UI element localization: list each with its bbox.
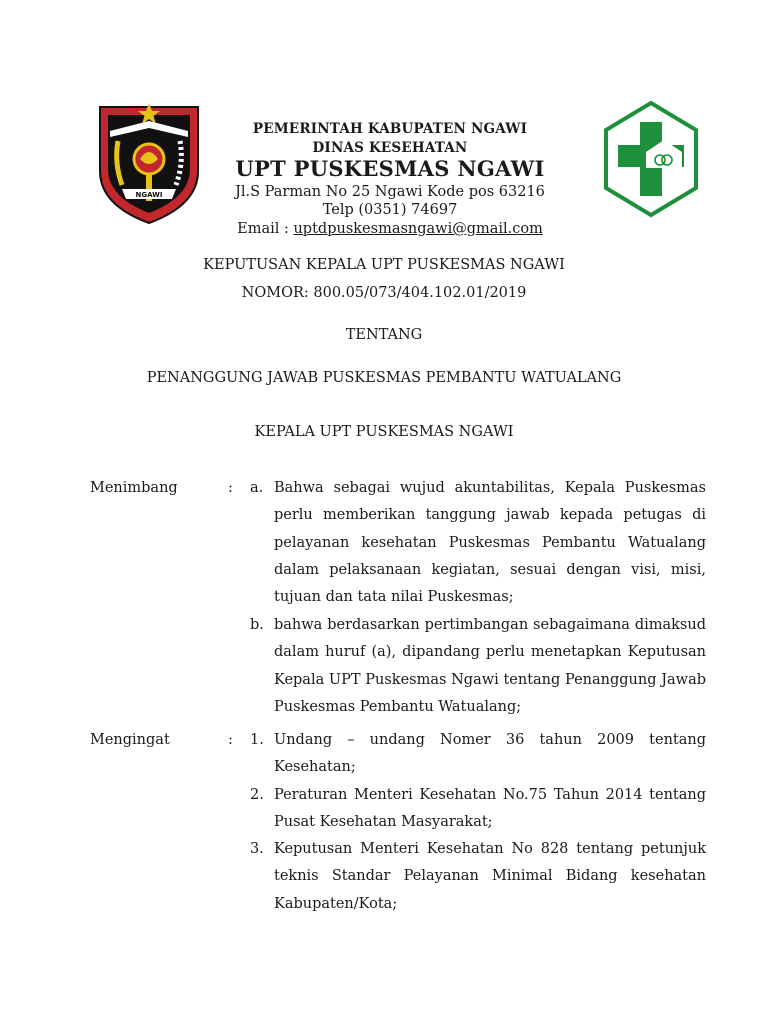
unit-name: UPT PUSKESMAS NGAWI	[235, 156, 545, 181]
item-marker: 2.	[250, 787, 264, 803]
email-line	[200, 221, 580, 237]
email-link[interactable]: uptdpuskesmasngawi@gmail.com	[293, 221, 543, 237]
remembering-item-2	[250, 782, 706, 837]
item-marker: a.	[250, 480, 264, 496]
regency-emblem-logo	[96, 101, 202, 225]
address-line: Jl.S Parman No 25 Ngawi Kode pos 63216	[235, 184, 545, 200]
remembering-label: Mengingat	[90, 732, 170, 748]
decree-title: KEPUTUSAN KEPALA UPT PUSKESMAS NGAWI	[203, 257, 565, 273]
item-marker: 3.	[250, 841, 264, 857]
considering-colon: :	[228, 480, 233, 496]
considering-label: Menimbang	[90, 480, 178, 496]
government-name: PEMERINTAH KABUPATEN NGAWI	[252, 121, 528, 137]
remembering-colon: :	[228, 732, 233, 748]
considering-item-b	[250, 612, 706, 721]
decree-subject: PENANGGUNG JAWAB PUSKESMAS PEMBANTU WATUALANG	[146, 370, 622, 386]
about-label: TENTANG	[345, 327, 423, 343]
item-text: bahwa berdasarkan pertimbangan sebagaimana dimaksud dalam huruf (a), dipandang perlu menetapkan Keputusan Kepala UPT Puskesmas Ngawi tentang Penanggung Jawab Puskesmas Pembantu Watualang;	[274, 617, 706, 715]
item-text: Keputusan Menteri Kesehatan No 828 tentang petunjuk teknis Standar Pelayanan Minimal Bidang kesehatan Kabupaten/Kota;	[274, 841, 706, 912]
item-marker: 1.	[250, 732, 264, 748]
department-name: DINAS KESEHATAN	[312, 140, 468, 156]
emblem-ribbon-text: NGAWI	[135, 191, 163, 199]
decree-number: NOMOR: 800.05/073/404.102.01/2019	[241, 285, 527, 301]
item-text: Peraturan Menteri Kesehatan No.75 Tahun 2014 tentang Pusat Kesehatan Masyarakat;	[274, 787, 706, 831]
remembering-item-3	[250, 836, 706, 918]
item-text: Bahwa sebagai wujud akuntabilitas, Kepala Puskesmas perlu memberikan tanggung jawab kepada petugas di pelayanan kesehatan Puskesmas Pembantu Watualang dalam pelaksanaan kegiatan, sesuai dengan visi, misi, tujuan dan tata nilai Puskesmas;	[274, 480, 706, 606]
remembering-item-1	[250, 727, 706, 782]
puskesmas-logo	[602, 100, 700, 218]
considering-item-a	[250, 475, 706, 611]
item-text: Undang – undang Nomer 36 tahun 2009 tentang Kesehatan;	[274, 732, 706, 776]
email-label: Email :	[237, 221, 294, 237]
phone-line: Telp (0351) 74697	[322, 202, 458, 218]
decree-issuer: KEPALA UPT PUSKESMAS NGAWI	[254, 424, 514, 440]
item-marker: b.	[250, 617, 264, 633]
